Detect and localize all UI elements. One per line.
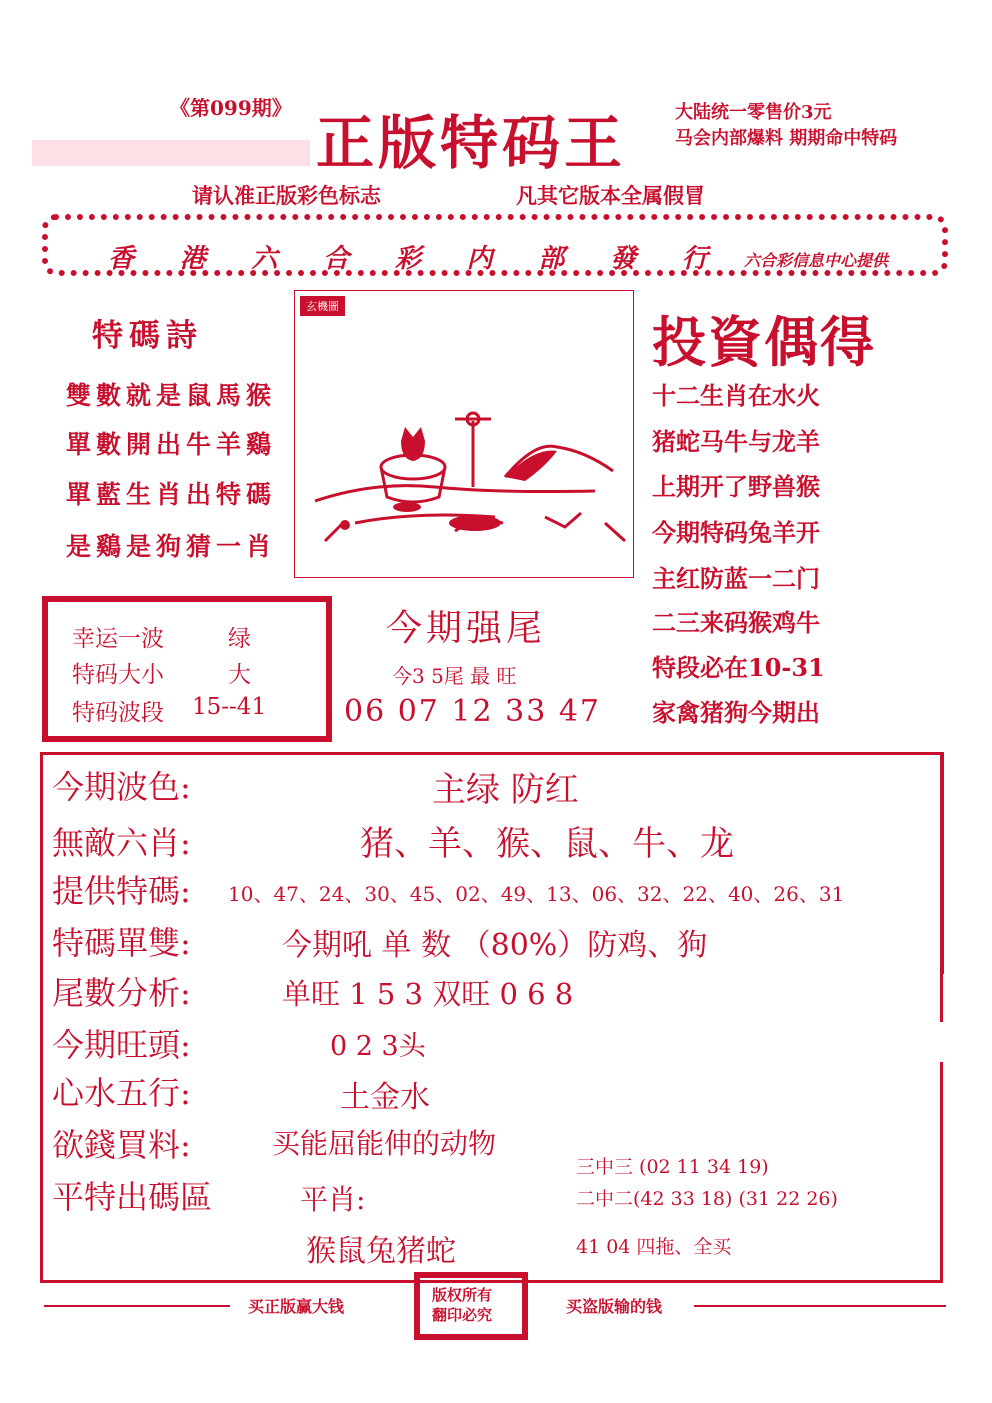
banner-char: 港 xyxy=(179,244,206,274)
issue-number: 《第099期》 xyxy=(170,96,292,120)
banner-char: 彩 xyxy=(394,244,421,274)
banner-char: 香 xyxy=(108,244,135,274)
copyright-line: 翻印必究 xyxy=(432,1306,493,1324)
lucky-wave-value: 绿 xyxy=(228,626,251,652)
poem-line: 單藍生肖出特碼 xyxy=(66,480,277,509)
banner-char: 合 xyxy=(323,244,350,274)
flat-zodiac-value: 猴鼠兔猪蛇 xyxy=(306,1234,456,1269)
tail-analysis-label: 尾數分析: xyxy=(52,974,191,1012)
banner-char: 部 xyxy=(538,244,565,274)
details-border xyxy=(40,752,43,1282)
poem-title: 特碼詩 xyxy=(92,318,203,354)
range-label: 特码波段 xyxy=(72,700,164,726)
footer-rule xyxy=(44,1305,230,1307)
invest-line: 家禽猪狗今期出 xyxy=(652,698,820,727)
size-label: 特码大小 xyxy=(72,662,164,688)
invest-line: 主红防蓝一二门 xyxy=(652,564,820,593)
combo-line: 41 04 四拖、全买 xyxy=(576,1236,732,1258)
odd-even-label: 特碼單雙: xyxy=(52,924,191,962)
details-border xyxy=(940,1062,943,1282)
invest-line: 今期特码兔羊开 xyxy=(652,518,820,547)
tail-analysis-value: 单旺 1 5 3 双旺 0 6 8 xyxy=(282,977,574,1011)
lucky-wave-label: 幸运一波 xyxy=(72,626,164,652)
copyright-line: 版权所有 xyxy=(432,1286,493,1304)
invest-line: 上期开了野兽猴 xyxy=(652,472,820,501)
footer-right-text: 买盗版输的钱 xyxy=(566,1297,663,1316)
mystery-picture xyxy=(294,290,634,578)
banner-char: 行 xyxy=(681,244,708,274)
wave-color-value: 主绿 防红 xyxy=(432,770,579,810)
flat-zone-label: 平特出碼區 xyxy=(52,1178,213,1216)
picture-stamp: 玄機圖 xyxy=(300,296,345,316)
size-value: 大 xyxy=(228,662,251,688)
hot-head-label: 今期旺頭: xyxy=(52,1026,191,1064)
buy-tip-label: 欲錢買料: xyxy=(52,1126,191,1164)
pink-strip xyxy=(32,140,310,166)
poem-line: 雙數就是鼠馬猴 xyxy=(66,381,277,410)
combo-line: 三中三 (02 11 34 19) xyxy=(576,1156,769,1178)
page-title: 正版特码王 xyxy=(316,109,627,177)
invest-line: 二三来码猴鸡牛 xyxy=(652,608,820,637)
invest-line: 十二生肖在水火 xyxy=(652,381,820,410)
six-zodiac-value: 猪、羊、猴、鼠、牛、龙 xyxy=(360,824,734,864)
invest-title: 投資偶得 xyxy=(652,310,876,374)
banner-char: 發 xyxy=(610,244,637,274)
poem-line: 單數開出牛羊鷄 xyxy=(66,430,277,459)
range-value: 15--41 xyxy=(192,694,267,720)
banner-provider: 六合彩信息中心提供 xyxy=(744,251,889,270)
strong-tail-numbers: 06 07 12 33 47 xyxy=(344,694,602,729)
special-code-label: 提供特碼: xyxy=(52,872,191,910)
banner-text xyxy=(108,238,708,275)
six-zodiac-label: 無敵六肖: xyxy=(52,824,191,862)
counterfeit-note: 凡其它版本全属假冒 xyxy=(516,183,705,208)
five-elements-label: 心水五行: xyxy=(52,1074,191,1112)
footer-rule xyxy=(694,1305,946,1307)
cat-in-pot-illustration xyxy=(295,291,633,577)
price-note: 大陆统一零售价3元 xyxy=(675,102,832,123)
strong-tail-title: 今期强尾 xyxy=(386,608,547,649)
five-elements-value: 土金水 xyxy=(340,1080,430,1115)
footer-left-text: 买正版赢大钱 xyxy=(248,1297,345,1316)
hot-head-value: 0 2 3头 xyxy=(330,1031,426,1062)
banner-char: 六 xyxy=(251,244,278,274)
strong-tail-sub: 今3 5尾 最 旺 xyxy=(392,664,517,688)
invest-line: 猪蛇马牛与龙羊 xyxy=(652,427,820,456)
buy-tip-value: 买能屈能伸的动物 xyxy=(272,1127,497,1160)
odd-even-value: 今期吼 单 数 （80%）防鸡、狗 xyxy=(282,928,708,963)
banner-char: 内 xyxy=(466,244,493,274)
insider-note: 马会内部爆料 期期命中特码 xyxy=(675,128,898,149)
details-border xyxy=(940,752,943,1022)
combo-line: 二中二(42 33 18) (31 22 26) xyxy=(576,1188,838,1210)
invest-line: 特段必在10-31 xyxy=(652,653,825,682)
special-code-value: 10、47、24、30、45、02、49、13、06、32、22、40、26、31 xyxy=(228,882,845,906)
poem-line: 是鷄是狗猜一肖 xyxy=(66,532,277,561)
authentic-note: 请认准正版彩色标志 xyxy=(192,183,381,208)
wave-color-label: 今期波色: xyxy=(52,768,191,806)
flat-zodiac-label: 平肖: xyxy=(300,1183,366,1216)
